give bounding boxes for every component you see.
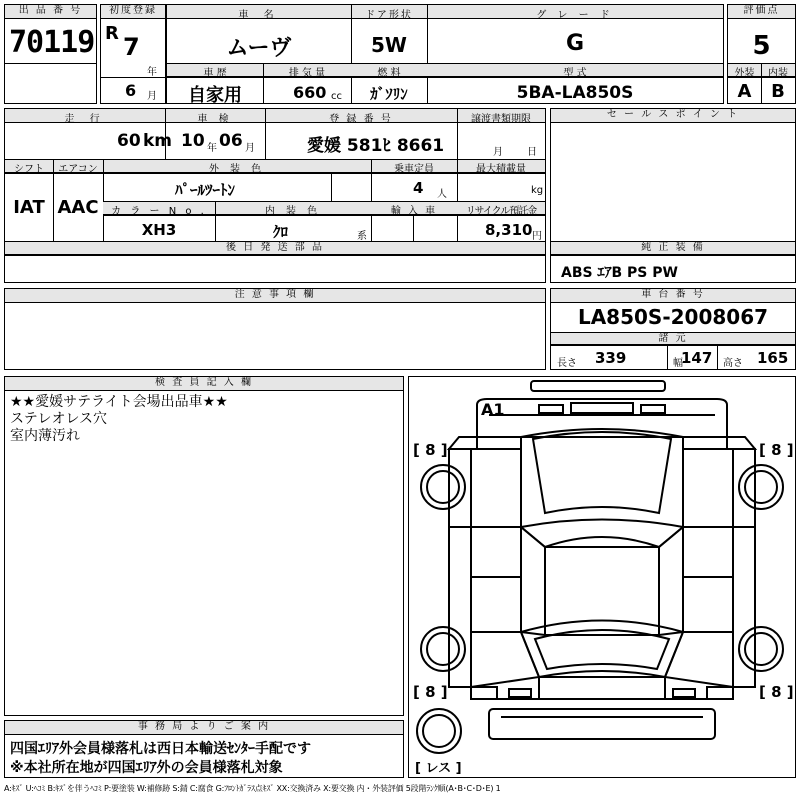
- inspector-line-1: ★★愛媛サテライト会場出品車★★: [10, 394, 228, 410]
- door-label: ドア形状: [365, 10, 413, 21]
- tire-front-left: [ 8 ]: [413, 441, 448, 459]
- transfer-day-unit: 日: [527, 147, 537, 158]
- history-label: 車 歴: [203, 68, 227, 79]
- damage-mark-a1: A1: [481, 400, 505, 419]
- mileage-unit: km: [143, 131, 173, 151]
- color-label: 外 装 色: [208, 164, 266, 175]
- office-label: 事 務 局 よ り ご 案 内: [5, 721, 403, 735]
- exterior-label: 外装: [734, 68, 755, 79]
- recycle-unit: 円: [532, 231, 542, 242]
- import-label: 輸 入 車: [390, 206, 438, 217]
- detail-box: [4, 108, 546, 283]
- score: 5: [752, 31, 771, 61]
- office-box: [4, 720, 404, 778]
- color-number: XH3: [141, 221, 177, 239]
- year-unit: 年: [147, 67, 157, 78]
- car-diagram-box: [408, 376, 796, 778]
- lot-label: 出 品 番 号: [5, 5, 96, 19]
- width-label: 幅: [673, 358, 683, 369]
- car-diagram: [409, 377, 795, 777]
- interior-color-unit: 系: [357, 231, 367, 242]
- tire-rear-left: [ 8 ]: [413, 683, 448, 701]
- sales-point-box: [550, 108, 796, 283]
- history: 自家用: [188, 85, 242, 106]
- mileage: 60: [117, 131, 141, 151]
- first-reg-label: 初度登録: [101, 5, 165, 19]
- recycle-fee: 8,310: [485, 221, 533, 239]
- equipment: ABS ｴｱB PS PW: [561, 265, 678, 281]
- displacement-unit: cc: [331, 91, 342, 102]
- era: R: [105, 23, 119, 44]
- notes-box: [4, 288, 546, 370]
- score-label: 評価点: [728, 5, 795, 19]
- length: 339: [595, 349, 627, 367]
- recycle-label: リサイクル預託金: [465, 206, 537, 217]
- dims-label: 諸 元: [551, 333, 795, 345]
- shift-label: シフト: [14, 164, 44, 175]
- inspection-month-unit: 月: [245, 143, 255, 154]
- chassis-label: 車 台 番 号: [551, 289, 795, 303]
- tire-front-right: [ 8 ]: [759, 441, 794, 459]
- door-type: 5W: [371, 33, 407, 57]
- sales-point-label: セ ー ル ス ポ イ ン ト: [551, 109, 795, 123]
- inspection-year-unit: 年: [207, 143, 217, 154]
- chassis-number: LA850S-2008067: [577, 305, 769, 329]
- fuel: ｶﾞｿﾘﾝ: [370, 85, 408, 103]
- inspection-year: 10: [181, 131, 205, 151]
- capacity-unit: 人: [437, 189, 447, 200]
- capacity-label: 乗車定員: [394, 164, 434, 175]
- legend: A:ｷｽﾞ U:ﾍｺﾐ B:ｷｽﾞを伴うﾍｺﾐ P:要塗装 W:補修跡 S:錆 C:腐食 G:ﾌﾛﾝﾄｶﾞﾗｽ点ｷｽﾞ XX:交換済み X:要交換 内・外装評価 5段階ﾗﾝｸ順(A･B･C･D･E) 1: [4, 784, 501, 793]
- inspector-line-3: 室内薄汚れ: [10, 428, 80, 444]
- equipment-label: 純 正 装 備: [551, 242, 795, 255]
- fuel-label: 燃 料: [377, 68, 401, 79]
- notes-label: 注 意 事 項 欄: [5, 289, 545, 303]
- month-unit: 月: [147, 91, 157, 102]
- length-label: 長さ: [557, 358, 577, 369]
- mileage-label: 走 行: [64, 114, 106, 125]
- registration-number: 愛媛 581ﾋ 8661: [307, 136, 445, 156]
- spare-tire: [ レス ]: [415, 761, 462, 776]
- air-conditioner: AAC: [57, 197, 99, 218]
- transfer-month-unit: 月: [493, 147, 503, 158]
- car-name: ムーヴ: [226, 36, 292, 61]
- lot-number: 70119: [9, 25, 95, 60]
- inspection-label: 車 検: [197, 114, 233, 125]
- maxload-unit: kg: [531, 185, 544, 196]
- displacement-label: 排 気 量: [288, 68, 326, 79]
- maxload-label: 最大積載量: [476, 164, 526, 175]
- inspector-label: 検 査 員 記 入 欄: [5, 377, 403, 391]
- inspection-month: 06: [219, 131, 243, 151]
- interior-color: ｸﾛ: [273, 223, 289, 241]
- grade: G: [565, 31, 585, 56]
- shift: IAT: [13, 197, 45, 218]
- inspector-box: [4, 376, 404, 716]
- first-reg-box: [100, 4, 166, 104]
- chassis-box: [550, 288, 796, 370]
- score-box: [727, 4, 796, 104]
- inspector-line-2: ステレオレス穴: [10, 411, 108, 427]
- displacement: 660: [293, 83, 327, 102]
- capacity: 4: [413, 179, 424, 197]
- regno-label: 登 録 番 号: [329, 114, 393, 125]
- model-label: 型 式: [563, 68, 587, 79]
- office-line-1: 四国ｴﾘｱ外会員様落札は西日本輸送ｾﾝﾀｰ手配です: [10, 741, 311, 757]
- height-label: 高さ: [723, 358, 743, 369]
- interior-score-label: 内装: [768, 68, 788, 79]
- exterior-grade: A: [737, 81, 752, 102]
- height: 165: [757, 349, 789, 367]
- exterior-color: ﾊﾟｰﾙﾂｰﾄﾝ: [175, 181, 236, 199]
- lot-box: [4, 4, 97, 104]
- later-parts-label: 後 日 発 送 部 品: [5, 242, 545, 255]
- transfer-label: 譲渡書類期限: [471, 114, 531, 125]
- colorno-label: カ ラ ー N o .: [111, 206, 207, 217]
- ac-label: エアコン: [58, 164, 98, 175]
- width: 147: [681, 349, 713, 367]
- tire-rear-right: [ 8 ]: [759, 683, 794, 701]
- office-line-2: ※本社所在地が四国ｴﾘｱ外の会員様落札対象: [10, 760, 283, 776]
- car-name-label: 車 名: [238, 10, 280, 21]
- main-header-box: [166, 4, 724, 104]
- interior-color-label: 内 装 色: [264, 206, 322, 217]
- year-number: 7: [123, 33, 140, 61]
- model: 5BA-LA850S: [516, 83, 634, 103]
- month-number: 6: [125, 81, 137, 100]
- grade-label: グ レ ー ド: [536, 10, 614, 21]
- interior-grade: B: [771, 81, 785, 102]
